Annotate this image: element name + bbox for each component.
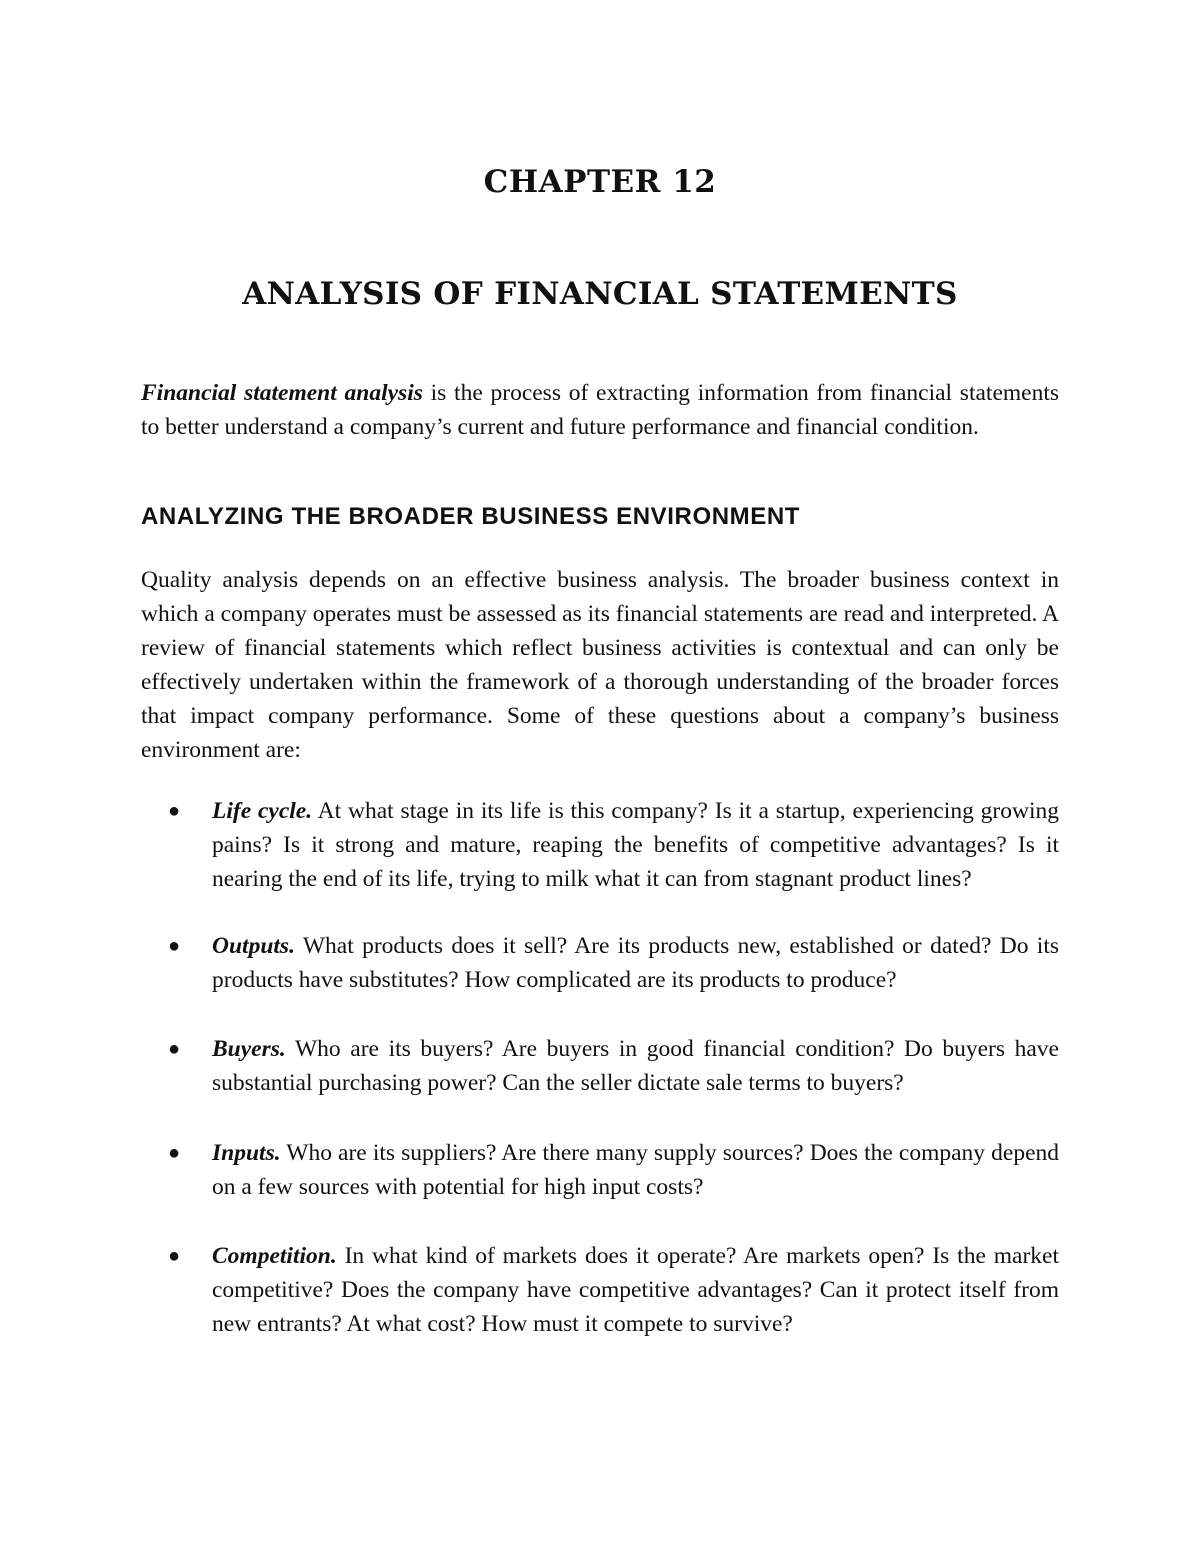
chapter-number: CHAPTER 12 [483,164,717,200]
bullet-term: Outputs. [212,933,295,959]
bullet-term: Life cycle. [212,798,313,824]
bullet-icon: ● [168,1142,181,1164]
intro-paragraph [141,376,1059,444]
bullet-item-buyers [141,1032,1059,1100]
bullet-item-inputs [141,1136,1059,1204]
bullet-item-outputs [141,929,1059,997]
section-paragraph: Quality analysis depends on an effective business analysis. The broader business context in which a company operates must be assessed as its financial statements are read and interpreted. A review of financial statements which reflect business activities is contextual and can only be effectively undertaken within the framework of a thorough understanding of the broader forces that impact company performance. Some of these questions about a company’s business environment are: [141,567,1059,763]
bullet-term: Buyers. [212,1036,286,1062]
bullet-icon: ● [168,1245,181,1267]
bullet-term: Competition. [212,1243,337,1269]
bullet-item-competition [141,1239,1059,1341]
bullet-icon: ● [168,1038,181,1060]
section-heading: ANALYZING THE BROADER BUSINESS ENVIRONMENT [141,503,801,530]
bullet-term: Inputs. [212,1140,281,1166]
bullet-icon: ● [168,935,181,957]
intro-term: Financial statement analysis [141,380,423,406]
bullet-text: Who are its buyers? Are buyers in good financial condition? Do buyers have substantial purchasing power? Can the seller dictate sale terms to buyers? [212,1036,1059,1096]
bullet-text: In what kind of markets does it operate? Are markets open? Is the market competitive? Does the company have competitive advantages? Can it protect itself from new entrants? At what cost? How must it compete to survive? [212,1243,1059,1337]
bullet-text: Who are its suppliers? Are there many supply sources? Does the company depend on a few sources with potential for high input costs? [212,1140,1059,1200]
bullet-text: At what stage in its life is this company? Is it a startup, experiencing growing pains? Is it strong and mature, reaping the benefits of competitive advantages? Is it nearing the end of its life, trying to milk what it can from stagnant product lines? [212,798,1060,892]
intro-text: is the process of extracting information from financial statements to better understand a company’s current and future performance and financial condition. [141,380,1060,440]
bullet-item-life-cycle [141,794,1059,896]
chapter-title: ANALYSIS OF FINANCIAL STATEMENTS [242,276,958,312]
bullet-list [141,794,1059,1341]
bullet-icon: ● [168,800,181,822]
bullet-text: What products does it sell? Are its products new, established or dated? Do its products have substitutes? How complicated are its products to produce? [212,933,1059,993]
